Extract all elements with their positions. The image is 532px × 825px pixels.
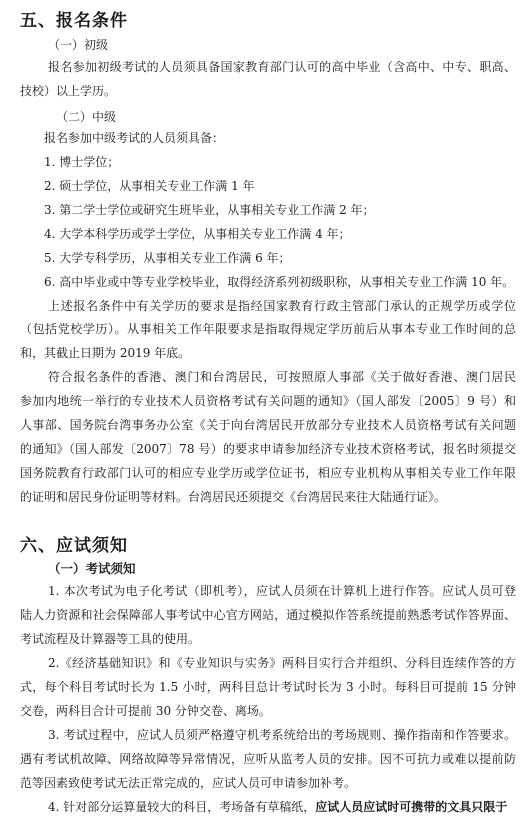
junior-text-line: 报名参加初级考试的人员须具备国家教育部门认可的高中毕业（含高中、中专、职高、 (48, 60, 516, 74)
exam-notice-line: 考试流程及计算器等工具的使用。 (20, 632, 201, 646)
exam-notice-line: 1. 本次考试为电子化考试（即机考），应试人员须在计算机上进行作答。应试人员可登 (48, 584, 516, 598)
requirement-item: 3. 第二学士学位或研究生班毕业，从事相关专业工作满 2 年； (44, 203, 375, 217)
hkmt-note-line: 符合报名条件的香港、澳门和台湾居民，可按照原人事部《关于做好香港、澳门居民 (48, 370, 516, 384)
exam-notice-line-4 (48, 800, 507, 814)
hkmt-note-line: 参加内地统一举行的专业技术人员资格考试有关问题的通知》（国人部发〔2005〕9 号）和 (20, 394, 516, 408)
exam-notice-heading: （一）考试须知 (48, 561, 136, 576)
requirement-item: 5. 大学专科学历，从事相关专业工作满 6 年； (44, 251, 291, 265)
education-note-line: （包括党校学历）。从事相关工作年限要求是指取得规定学历前后从事本专业工作时间的总 (20, 322, 516, 336)
exam-notice-line: 范等因素致使考试无法正常完成的，应试人员可申请参加补考。 (20, 776, 357, 790)
hkmt-note-line: 的通知》（国人部发〔2007〕78 号）的要求申请参加经济专业技术资格考试，报名时须提交 (20, 442, 516, 456)
exam-notice-line: 陆人力资源和社会保障部人事考试中心官方网站，通过模拟作答系统提前熟悉考试作答界面、 (20, 608, 516, 622)
junior-text-line: 技校）以上学历。 (20, 84, 117, 98)
exam-notice-line: 式，每个科目考试时长为 1.5 小时，两科目总计考试时长为 3 小时。每科目可提前 15 分钟 (20, 680, 516, 694)
exam-notice-plain-text: 4. 针对部分运算量较大的科目，考场备有草稿纸， (48, 800, 316, 814)
section-5-title: 五、报名条件 (20, 11, 128, 31)
hkmt-note-line: 人事部、国务院台湾事务办公室《关于向台湾居民开放部分专业技术人员资格考试有关问题 (20, 418, 516, 432)
intermediate-intro: 报名参加中级考试的人员须具备： (44, 131, 225, 145)
education-note-line: 上述报名条件中有关学历的要求是指经国家教育行政主管部门承认的正规学历或学位 (48, 299, 516, 313)
requirement-item: 1. 博士学位； (44, 155, 120, 169)
requirement-item: 6. 高中毕业或中等专业学校毕业，取得经济系列初级职称，从事相关专业工作满 10 年。 (44, 275, 515, 289)
intermediate-heading: （二）中级 (56, 110, 117, 124)
hkmt-note-line: 的证明和居民身份证明等材料。台湾居民还须提交《台湾居民来往大陆通行证》。 (20, 490, 447, 504)
junior-heading: （一）初级 (48, 38, 109, 52)
exam-notice-bold-text: 应试人员应试时可携带的文具只限于 (315, 800, 508, 814)
exam-notice-line: 交卷，两科目合计可提前 30 分钟交卷、离场。 (20, 704, 271, 718)
exam-notice-line: 3. 考试过程中，应试人员须严格遵守机考系统给出的考场规则、操作指南和作答要求。 (48, 728, 516, 742)
education-note-line: 和，其截止日期为 2019 年底。 (20, 346, 191, 360)
exam-notice-line: 2.《经济基础知识》和《专业知识与实务》两科目实行合并组织、分科目连续作答的方 (48, 656, 516, 670)
hkmt-note-line: 国务院教育行政部门认可的相应专业学历或学位证书，相应专业机构从事相关专业工作年限 (20, 466, 516, 480)
requirement-item: 2. 硕士学位，从事相关专业工作满 1 年 (44, 179, 255, 193)
section-6-title: 六、应试须知 (20, 536, 128, 556)
requirement-item: 4. 大学本科学历或学士学位，从事相关专业工作满 4 年； (44, 227, 351, 241)
exam-notice-line: 遇有考试机故障、网络故障等异常情况，应听从监考人员的安排。因不可抗力或难以提前防 (20, 752, 516, 766)
